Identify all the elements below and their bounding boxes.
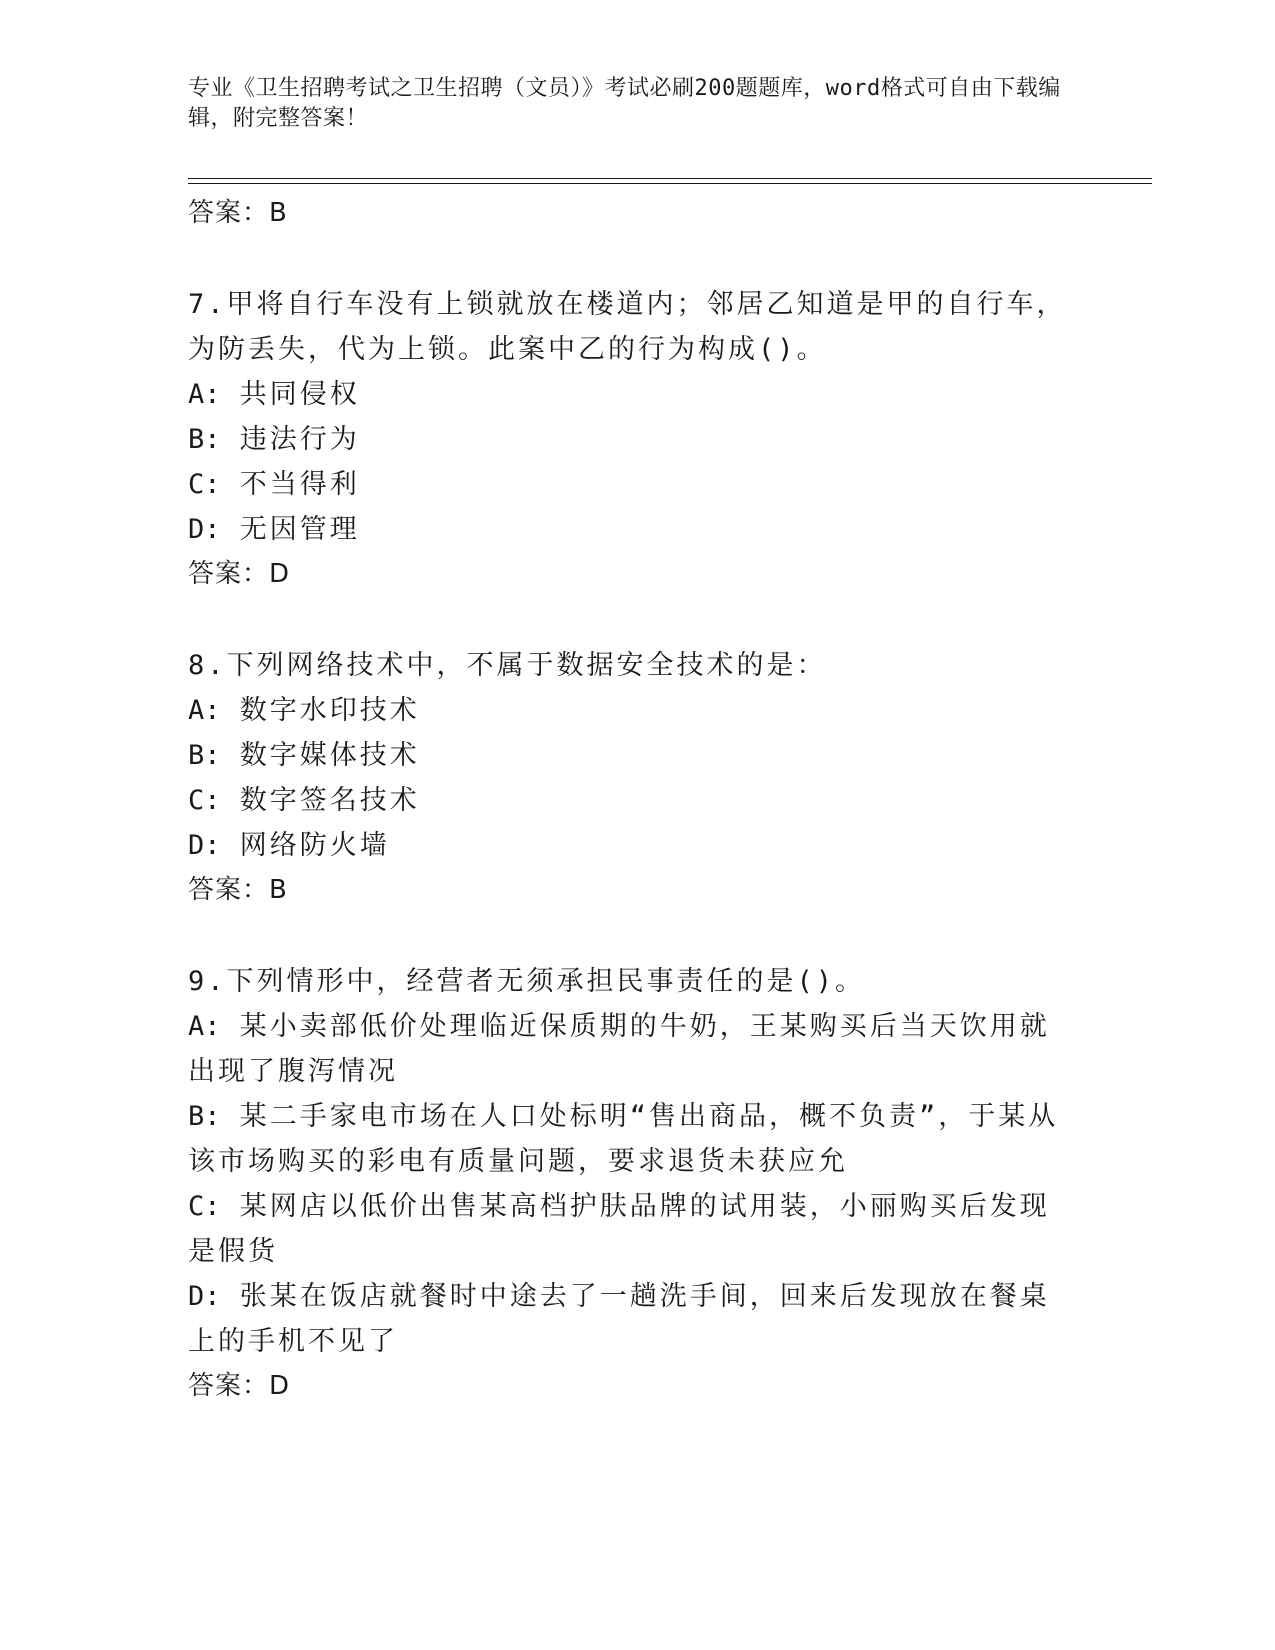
answer-line: 答案：B bbox=[188, 198, 288, 228]
option-a bbox=[188, 1004, 1078, 1094]
option-d bbox=[188, 823, 1078, 868]
option-c bbox=[188, 1184, 1078, 1274]
answer-line: 答案：B bbox=[188, 875, 288, 905]
option-key: A: bbox=[188, 695, 221, 726]
option-a bbox=[188, 372, 1078, 417]
option-text: 数字媒体技术 bbox=[239, 740, 420, 771]
option-text: 某二手家电市场在人口处标明“售出商品，概不负责”，于某从该市场购买的彩电有质量问题，要求退货未获应允 bbox=[188, 1101, 1059, 1177]
option-key: D: bbox=[188, 830, 221, 861]
question-text: 8.下列网络技术中，不属于数据安全技术的是： bbox=[188, 650, 827, 681]
option-key: A: bbox=[188, 379, 221, 410]
option-c bbox=[188, 462, 1078, 507]
answer-line: 答案：D bbox=[188, 1371, 291, 1401]
option-key: D: bbox=[188, 1281, 221, 1312]
question-8 bbox=[188, 643, 1078, 912]
option-d bbox=[188, 1274, 1078, 1364]
option-text: 网络防火墙 bbox=[239, 830, 390, 861]
option-key: A: bbox=[188, 1011, 221, 1042]
option-b bbox=[188, 1094, 1078, 1184]
option-key: B: bbox=[188, 1101, 221, 1132]
option-text: 某网店以低价出售某高档护肤品牌的试用装，小丽购买后发现是假货 bbox=[188, 1191, 1050, 1267]
document-header bbox=[188, 74, 1088, 134]
option-key: B: bbox=[188, 740, 221, 771]
header-divider-bottom bbox=[188, 183, 1152, 184]
option-key: C: bbox=[188, 469, 221, 500]
option-text: 数字水印技术 bbox=[239, 695, 420, 726]
option-text: 数字签名技术 bbox=[239, 785, 420, 816]
option-text: 张某在饭店就餐时中途去了一趟洗手间，回来后发现放在餐桌上的手机不见了 bbox=[188, 1281, 1050, 1357]
option-text: 无因管理 bbox=[239, 514, 360, 545]
option-key: B: bbox=[188, 424, 221, 455]
option-b bbox=[188, 733, 1078, 778]
option-c bbox=[188, 778, 1078, 823]
option-text: 不当得利 bbox=[239, 469, 360, 500]
option-key: D: bbox=[188, 514, 221, 545]
option-d bbox=[188, 507, 1078, 552]
option-text: 违法行为 bbox=[239, 424, 360, 455]
header-text: 专业《卫生招聘考试之卫生招聘（文员）》考试必刷200题题库，word格式可自由下载编辑，附完整答案！ bbox=[188, 76, 1061, 131]
question-9 bbox=[188, 959, 1078, 1408]
option-text: 共同侵权 bbox=[239, 379, 360, 410]
question-text: 7.甲将自行车没有上锁就放在楼道内；邻居乙知道是甲的自行车，为防丢失，代为上锁。此案中乙的行为构成()。 bbox=[188, 289, 1067, 365]
answer-line: 答案：D bbox=[188, 559, 291, 589]
document-body bbox=[188, 191, 1078, 1408]
option-key: C: bbox=[188, 1191, 221, 1222]
option-key: C: bbox=[188, 785, 221, 816]
question-text: 9.下列情形中，经营者无须承担民事责任的是()。 bbox=[188, 966, 866, 997]
option-b bbox=[188, 417, 1078, 462]
header-divider-top bbox=[188, 178, 1152, 179]
option-a bbox=[188, 688, 1078, 733]
question-7 bbox=[188, 282, 1078, 596]
option-text: 某小卖部低价处理临近保质期的牛奶，王某购买后当天饮用就出现了腹泻情况 bbox=[188, 1011, 1050, 1087]
